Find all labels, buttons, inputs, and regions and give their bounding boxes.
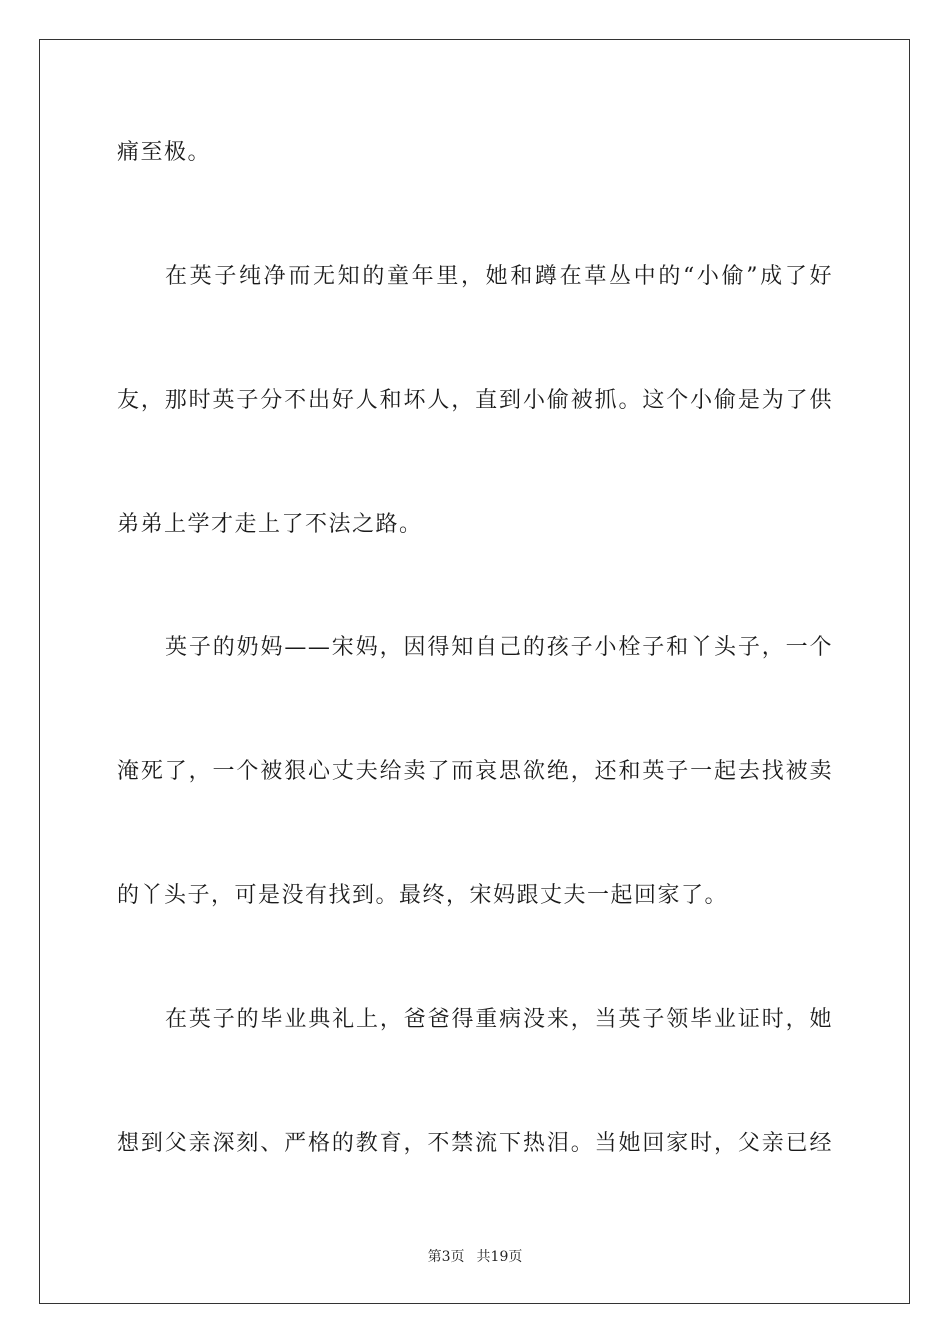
paragraph-line-9: 想到父亲深刻、严格的教育，不禁流下热泪。当她回家时，父亲已经 bbox=[117, 1131, 833, 1156]
paragraph-line-8: 在英子的毕业典礼上，爸爸得重病没来，当英子领毕业证时，她 bbox=[165, 1007, 833, 1032]
paragraph-line-2: 在英子纯净而无知的童年里，她和蹲在草丛中的“小偷”成了好 bbox=[165, 264, 833, 289]
paragraph-line-1: 痛至极。 bbox=[117, 140, 212, 165]
paragraph-line-5: 英子的奶妈——宋妈，因得知自己的孩子小栓子和丫头子，一个 bbox=[165, 635, 833, 660]
page-border bbox=[39, 39, 910, 1304]
page-total: 共19页 bbox=[476, 1249, 523, 1265]
paragraph-line-6: 淹死了，一个被狠心丈夫给卖了而哀思欲绝，还和英子一起去找被卖 bbox=[117, 759, 833, 784]
page-footer bbox=[0, 1248, 950, 1266]
paragraph-line-4: 弟弟上学才走上了不法之路。 bbox=[117, 512, 423, 537]
paragraph-line-3: 友，那时英子分不出好人和坏人，直到小偷被抓。这个小偷是为了供 bbox=[117, 388, 833, 413]
page-number: 第3页 bbox=[427, 1249, 465, 1265]
paragraph-line-7: 的丫头子，可是没有找到。最终，宋妈跟丈夫一起回家了。 bbox=[117, 883, 729, 908]
